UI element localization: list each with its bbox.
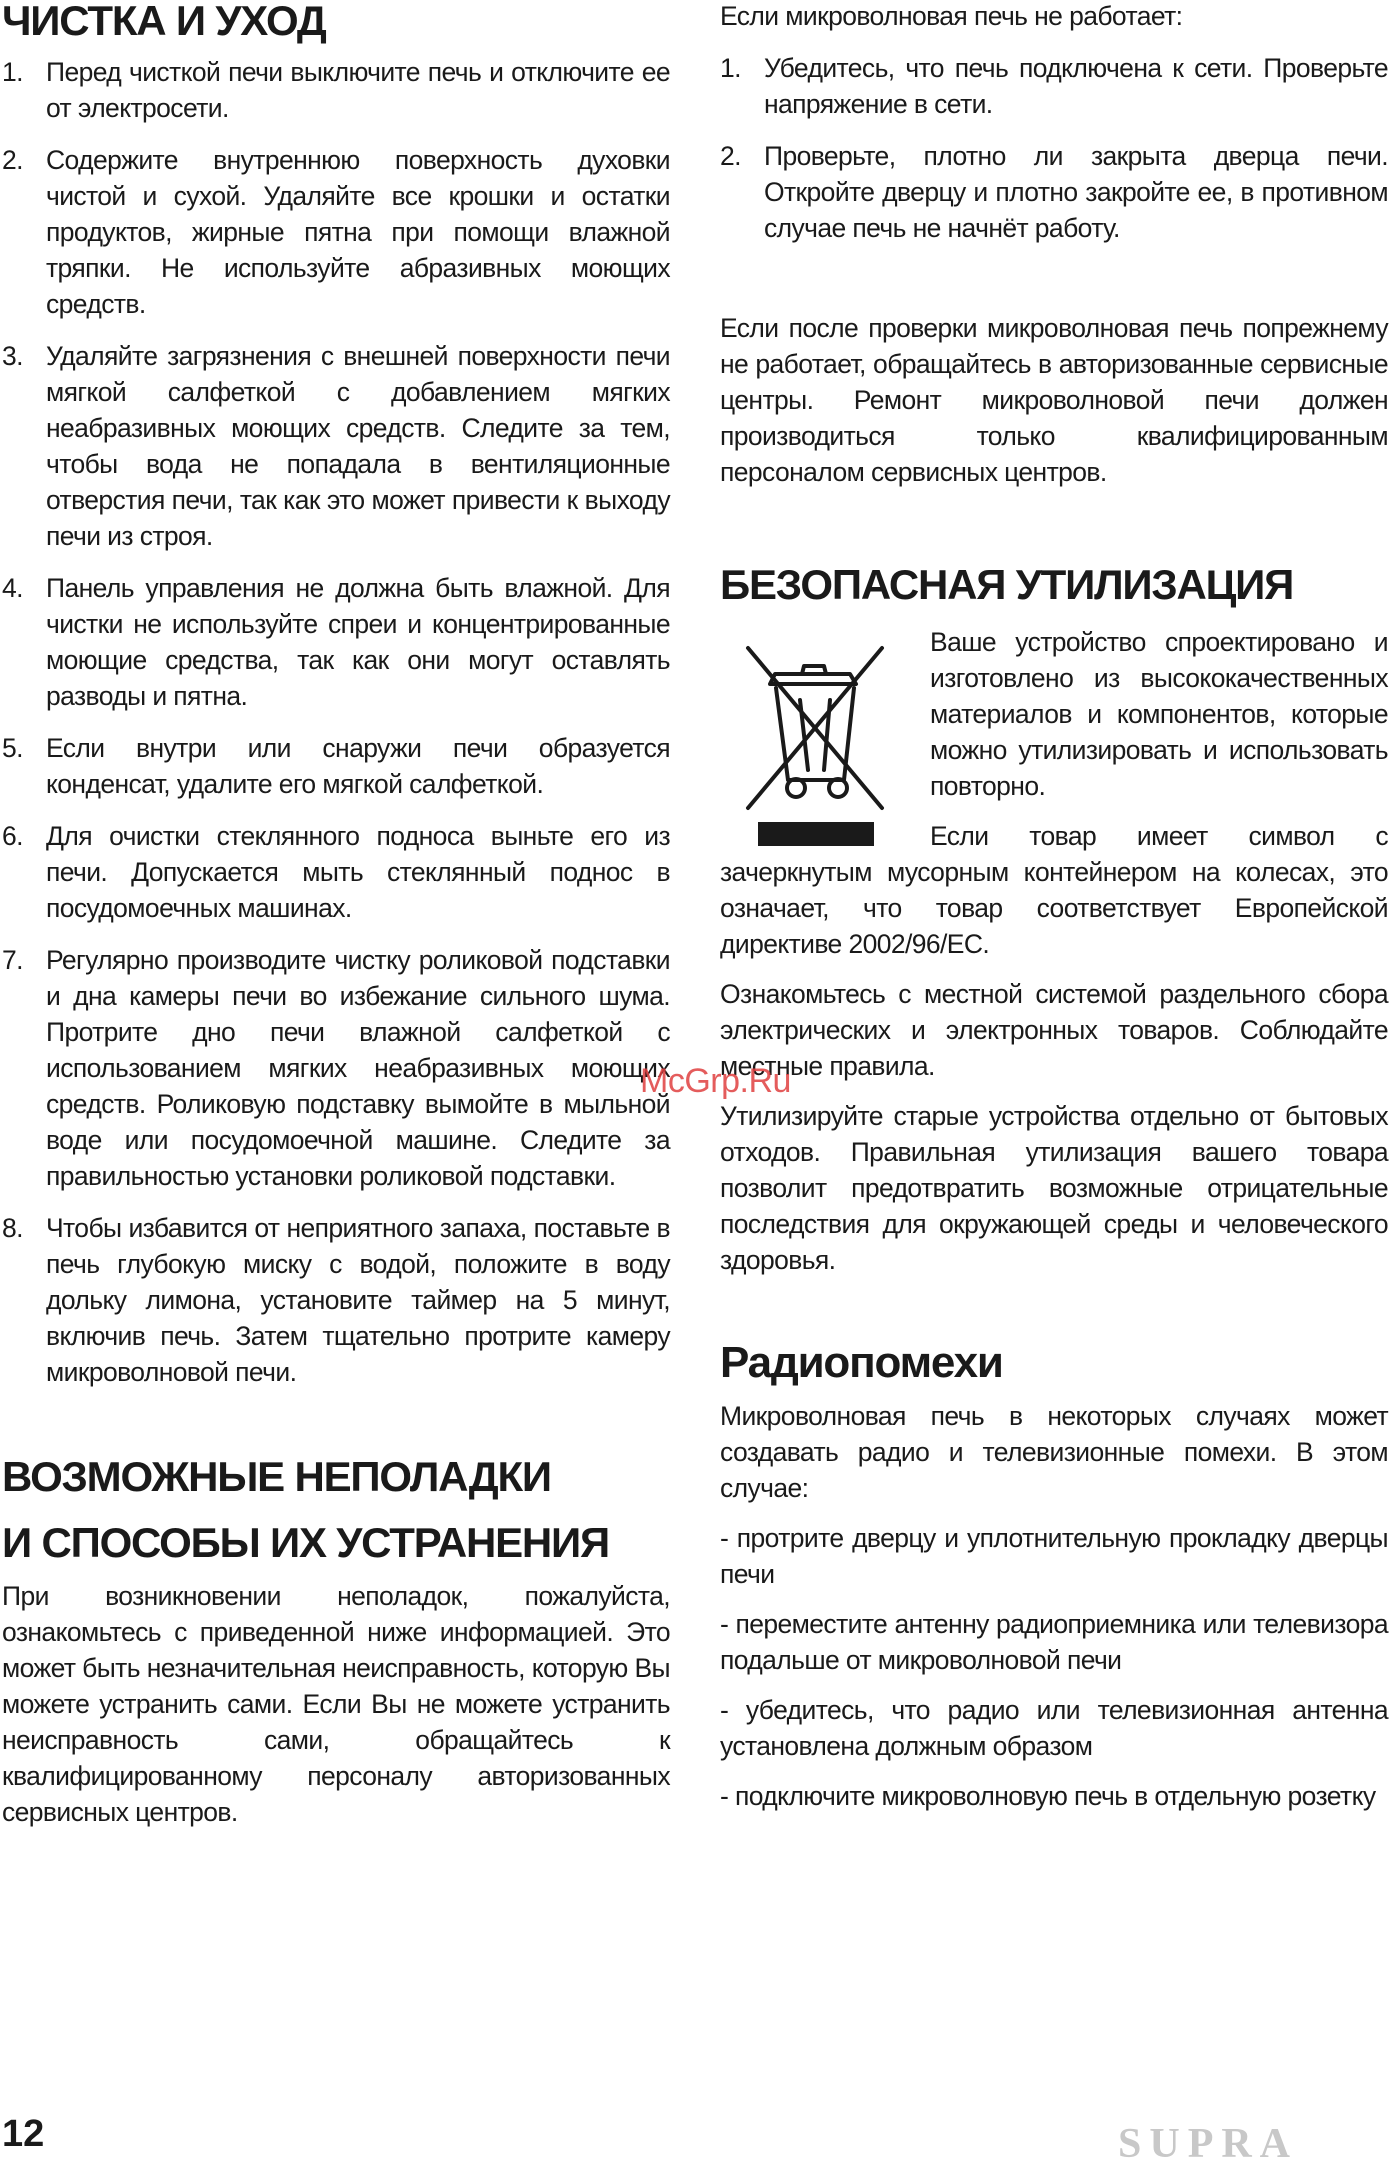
list-item: 8. Чтобы избавится от неприятного запаха, поставьте в печь глубокую миску с водой, положите в воду дольку лимона, установите таймер на 5 минут, включив печь. Затем тщательно протрите камеру микроволновой печи. — [2, 1213, 670, 1387]
cleaning-title: ЧИСТКА И УХОД — [2, 0, 326, 44]
radio-title: Радиопомехи — [720, 1338, 1003, 1387]
not-working-list — [720, 50, 1388, 246]
radio-item: - подключите микроволновую печь в отдельную розетку — [720, 1781, 1376, 1811]
cleaning-list — [2, 54, 670, 1390]
list-item: 5. Если внутри или снаружи печи образуется конденсат, удалите его мягкой салфеткой. — [2, 733, 670, 799]
disposal-title: БЕЗОПАСНАЯ УТИЛИЗАЦИЯ — [720, 561, 1294, 608]
radio-item: - протрите дверцу и уплотнительную прокладку дверцы печи — [720, 1523, 1388, 1589]
list-item: 4. Панель управления не должна быть влажной. Для чистки не используйте спреи и концентрированные моющие средства, так как они могут оставлять разводы и пятна. — [2, 573, 670, 711]
watermark: McGrp.Ru — [640, 1062, 791, 1100]
disposal-paragraph-4: Утилизируйте старые устройства отдельно от бытовых отходов. Правильная утилизация вашего товара позволит предотвратить возможные отрицательные последствия для окружающей среды и человеческого здоровья. — [720, 1101, 1388, 1275]
service-note: Если после проверки микроволновая печь попрежнему не работает, обращайтесь в авторизованные сервисные центры. Ремонт микроволновой печи должен производиться только квалифицированным персоналом сервисных центров. — [720, 313, 1388, 487]
list-item: 3. Удаляйте загрязнения с внешней поверхности печи мягкой салфеткой с добавлением мягких неабразивных моющих средств. Следите за тем, чтобы вода не попадала в вентиляционные отверстия печи, так как это может привести к выходу печи из строя. — [2, 341, 670, 551]
list-item: 1. Перед чисткой печи выключите печь и отключите ее от электросети. — [2, 57, 670, 123]
page-number: 12 — [2, 2113, 45, 2155]
troubles-title-line1: ВОЗМОЖНЫЕ НЕПОЛАДКИ — [2, 1453, 551, 1500]
radio-item: - убедитесь, что радио или телевизионная антенна установлена должным образом — [720, 1695, 1388, 1761]
list-item: 7. Регулярно производите чистку роликовой подставки и дна камеры печи во избежание сильного шума. Протрите дно печи влажной салфеткой с использованием мягких неабразивных моющих средств. Роликовую подставку вымойте в мыльной воде или посудомоечной машине. Следите за правильностью установки роликовой подставки. — [2, 945, 670, 1191]
right-column — [720, 0, 1388, 1814]
list-item: 6. Для очистки стеклянного подноса выньте его из печи. Допускается мыть стеклянный поднос в посудомоечных машинах. — [2, 821, 670, 923]
list-item: 1. Убедитесь, что печь подключена к сети. Проверьте напряжение в сети. — [720, 53, 1388, 119]
troubles-title-line2: И СПОСОБЫ ИХ УСТРАНЕНИЯ — [2, 1519, 610, 1566]
radio-intro: Микроволновая печь в некоторых случаях может создавать радио и телевизионные помехи. В этом случае: — [720, 1401, 1388, 1503]
brand-logo: SUPRA — [1118, 2121, 1299, 2167]
disposal-paragraph-1: Ваше устройство спроектировано и изготовлено из высококачественных материалов и компонентов, которые можно утилизировать и использовать повторно. — [930, 627, 1388, 801]
radio-item: - переместите антенну радиоприемника или телевизора подальше от микроволновой печи — [720, 1609, 1388, 1675]
troubles-intro: При возникновении неполадок, пожалуйста, ознакомьтесь с приведенной ниже информацией. Это может быть незначительная неисправность, которую Вы можете устранить сами. Если Вы не можете устранить неисправность сами, обращайтесь к квалифицированному персоналу авторизованных сервисных центров. — [2, 1581, 670, 1827]
crossed-out-wheelie-bin-icon — [720, 630, 910, 850]
list-item: 2. Содержите внутреннюю поверхность духовки чистой и сухой. Удаляйте все крошки и остатки продуктов, жирные пятна при помощи влажной тряпки. Не используйте абразивных моющих средств. — [2, 145, 670, 319]
disposal-paragraph-3: Ознакомьтесь с местной системой раздельного сбора электрических и электронных товаров. Соблюдайте местные правила. — [720, 979, 1388, 1081]
list-item: 2. Проверьте, плотно ли закрыта дверца печи. Откройте дверцу и плотно закройте ее, в противном случае печь не начнёт работу. — [720, 141, 1388, 243]
left-column — [2, 0, 670, 1830]
not-working-lead: Если микроволновая печь не работает: — [720, 1, 1183, 31]
disposal-paragraph-2: Если товар имеет символ с зачеркнутым мусорным контейнером на колесах, это означает, что товар соответствует Европейской директиве 2002/96/EC. — [720, 821, 1388, 959]
